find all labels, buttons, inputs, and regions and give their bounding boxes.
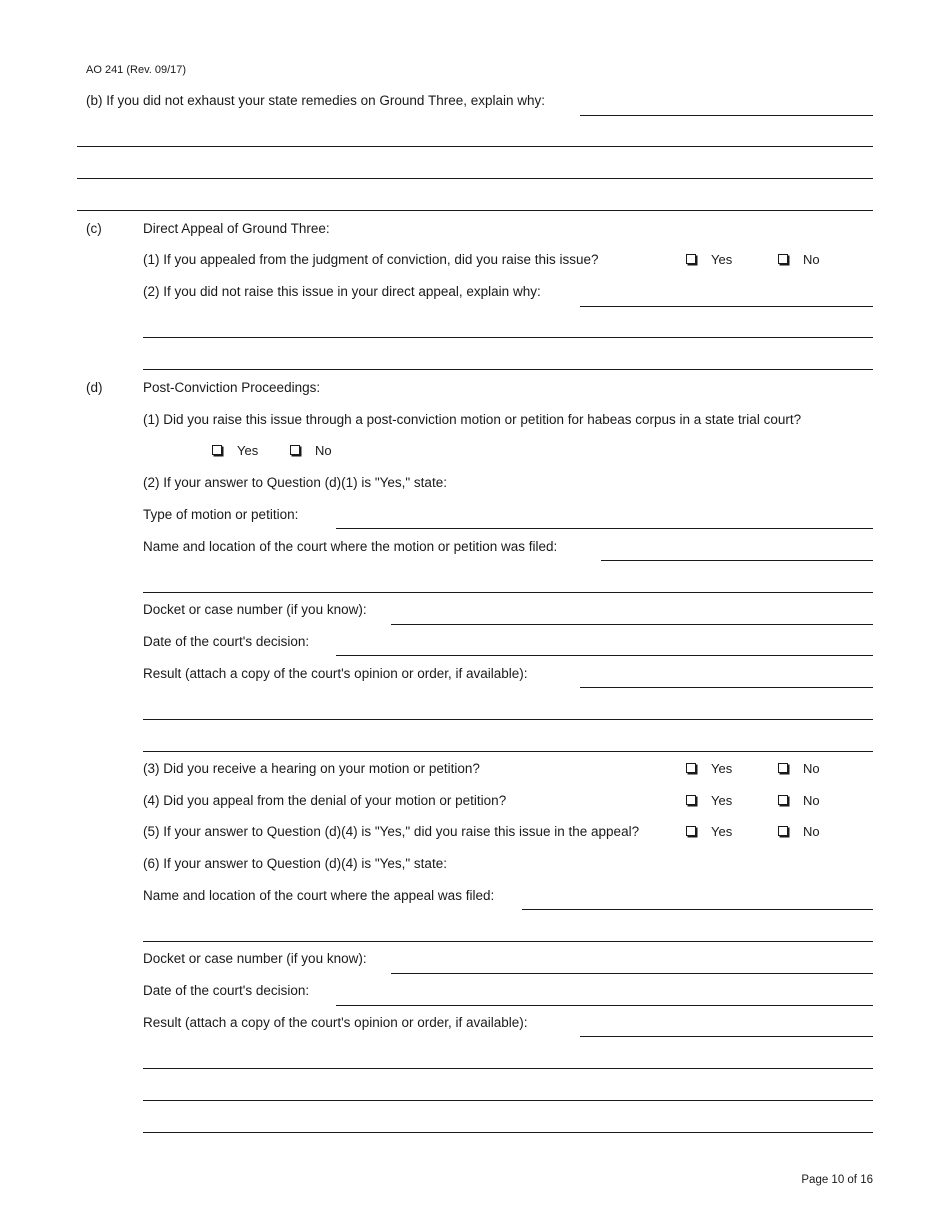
checkbox-icon: [686, 826, 696, 836]
appeal-result-line-2[interactable]: [143, 1068, 873, 1069]
court-location-line-1[interactable]: [601, 560, 873, 561]
checkbox-icon: [778, 795, 788, 805]
decision-date-label: Date of the court's decision:: [143, 634, 310, 649]
section-d-title: Post-Conviction Proceedings:: [143, 380, 321, 395]
appeal-docket-label: Docket or case number (if you know):: [143, 951, 367, 966]
appeal-result-label: Result (attach a copy of the court's opinion or order, if available):: [143, 1015, 528, 1030]
decision-date-line[interactable]: [336, 655, 873, 656]
section-b-answer-line-3[interactable]: [77, 178, 873, 179]
appeal-result-line-3[interactable]: [143, 1100, 873, 1101]
checkbox-icon: [686, 763, 696, 773]
appeal-docket-line[interactable]: [391, 973, 873, 974]
type-of-motion-label: Type of motion or petition:: [143, 507, 299, 522]
section-c-q1: (1) If you appealed from the judgment of conviction, did you raise this issue?: [143, 252, 599, 267]
appeal-court-line-1[interactable]: [522, 909, 873, 910]
checkbox-icon: [686, 254, 696, 264]
appeal-decision-date-line[interactable]: [336, 1005, 873, 1006]
checkbox-icon: [778, 826, 788, 836]
d5-yes-checkbox[interactable]: Yes: [686, 823, 732, 841]
c2-answer-line-1[interactable]: [580, 306, 873, 307]
result-line-1[interactable]: [580, 687, 873, 688]
d1-yes-checkbox[interactable]: Yes: [212, 442, 258, 460]
c2-answer-line-2[interactable]: [143, 337, 873, 338]
d4-no-checkbox[interactable]: No: [778, 792, 820, 810]
section-d-q3: (3) Did you receive a hearing on your motion or petition?: [143, 761, 480, 776]
court-location-line-2[interactable]: [143, 592, 873, 593]
section-c-title: Direct Appeal of Ground Three:: [143, 221, 330, 236]
section-d-q2: (2) If your answer to Question (d)(1) is "Yes," state:: [143, 475, 447, 490]
checkbox-icon: [212, 445, 222, 455]
docket-label: Docket or case number (if you know):: [143, 602, 367, 617]
appeal-result-line-1[interactable]: [580, 1036, 873, 1037]
checkbox-icon: [778, 763, 788, 773]
section-b-answer-line-1[interactable]: [580, 115, 873, 116]
appeal-result-line-4[interactable]: [143, 1132, 873, 1133]
section-c-q2: (2) If you did not raise this issue in your direct appeal, explain why:: [143, 284, 541, 299]
page-number: Page 10 of 16: [801, 1174, 873, 1186]
d4-yes-checkbox[interactable]: Yes: [686, 792, 732, 810]
c1-yes-checkbox[interactable]: Yes: [686, 251, 732, 269]
appeal-court-label: Name and location of the court where the appeal was filed:: [143, 888, 495, 903]
section-c-marker: (c): [86, 221, 102, 236]
section-d-q5: (5) If your answer to Question (d)(4) is "Yes," did you raise this issue in the appeal?: [143, 824, 640, 839]
result-label: Result (attach a copy of the court's opinion or order, if available):: [143, 666, 528, 681]
d1-no-checkbox[interactable]: No: [290, 442, 332, 460]
docket-line[interactable]: [391, 624, 873, 625]
result-line-2[interactable]: [143, 719, 873, 720]
section-d-marker: (d): [86, 380, 103, 395]
form-id: AO 241 (Rev. 09/17): [86, 64, 187, 76]
type-of-motion-line[interactable]: [336, 528, 873, 529]
section-d-q4: (4) Did you appeal from the denial of your motion or petition?: [143, 793, 507, 808]
section-d-q1: (1) Did you raise this issue through a post-conviction motion or petition for habeas corpus in a state trial court?: [143, 412, 802, 427]
d3-no-checkbox[interactable]: No: [778, 760, 820, 778]
section-b-answer-line-4[interactable]: [77, 210, 873, 211]
checkbox-icon: [778, 254, 788, 264]
d5-no-checkbox[interactable]: No: [778, 823, 820, 841]
section-b-answer-line-2[interactable]: [77, 146, 873, 147]
appeal-court-line-2[interactable]: [143, 941, 873, 942]
result-line-3[interactable]: [143, 751, 873, 752]
c2-answer-line-3[interactable]: [143, 369, 873, 370]
section-d-q6: (6) If your answer to Question (d)(4) is "Yes," state:: [143, 856, 447, 871]
appeal-decision-date-label: Date of the court's decision:: [143, 983, 310, 998]
d3-yes-checkbox[interactable]: Yes: [686, 760, 732, 778]
court-location-label: Name and location of the court where the motion or petition was filed:: [143, 539, 558, 554]
c1-no-checkbox[interactable]: No: [778, 251, 820, 269]
section-b-text: (b) If you did not exhaust your state remedies on Ground Three, explain why:: [86, 93, 545, 108]
checkbox-icon: [290, 445, 300, 455]
checkbox-icon: [686, 795, 696, 805]
